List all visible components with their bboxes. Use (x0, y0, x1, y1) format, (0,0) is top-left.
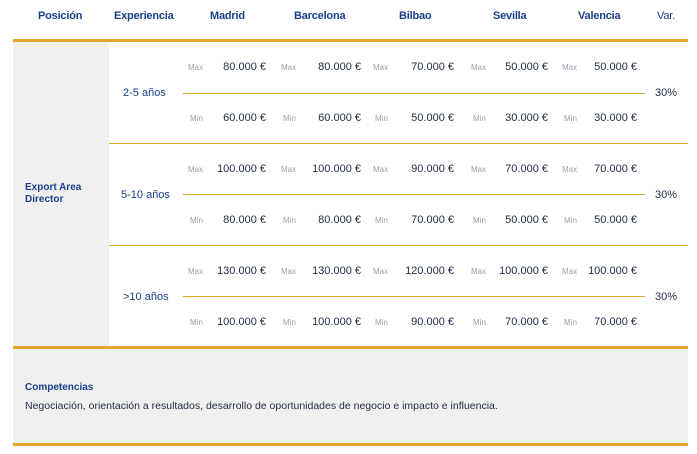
max-valencia: 50.000 € (594, 61, 637, 73)
max-tag: Max (471, 63, 487, 72)
min-sevilla: 30.000 € (505, 112, 548, 124)
max-bilbao: 120.000 € (405, 265, 454, 277)
max-madrid: 80.000 € (223, 61, 266, 73)
min-tag: Min (564, 216, 577, 225)
max-tag: Max (281, 165, 297, 174)
min-bilbao: 90.000 € (411, 316, 454, 328)
max-sevilla: 70.000 € (505, 163, 548, 175)
header-divider (13, 39, 688, 42)
min-tag: Min (375, 216, 388, 225)
min-sevilla: 70.000 € (505, 316, 548, 328)
min-madrid: 80.000 € (223, 214, 266, 226)
max-madrid: 100.000 € (217, 163, 266, 175)
min-tag: Min (190, 216, 203, 225)
header-var: Var. (657, 10, 675, 22)
min-tag: Min (375, 318, 388, 327)
header-city-bilbao: Bilbao (399, 10, 432, 22)
max-valencia: 100.000 € (588, 265, 637, 277)
min-valencia: 50.000 € (594, 214, 637, 226)
max-tag: Max (281, 267, 297, 276)
max-tag: Max (471, 267, 487, 276)
min-barcelona: 100.000 € (312, 316, 361, 328)
header-city-valencia: Valencia (578, 10, 621, 22)
min-tag: Min (283, 216, 296, 225)
min-tag: Min (473, 216, 486, 225)
min-madrid: 100.000 € (217, 316, 266, 328)
max-madrid: 130.000 € (217, 265, 266, 277)
min-tag: Min (473, 318, 486, 327)
competencias-text: Negociación, orientación a resultados, desarrollo de oportunidades de negocio e impacto e influencia. (25, 400, 498, 412)
min-bilbao: 70.000 € (411, 214, 454, 226)
header-experiencia: Experiencia (114, 10, 174, 22)
max-barcelona: 130.000 € (312, 265, 361, 277)
variation-value: 30% (655, 189, 678, 201)
max-tag: Max (471, 165, 487, 174)
min-tag: Min (375, 114, 388, 123)
header-city-madrid: Madrid (210, 10, 245, 22)
competencias-title: Competencias (25, 382, 94, 393)
min-sevilla: 50.000 € (505, 214, 548, 226)
variation-value: 30% (655, 87, 678, 99)
min-valencia: 30.000 € (594, 112, 637, 124)
band-midline (183, 93, 645, 94)
max-sevilla: 50.000 € (505, 61, 548, 73)
experience-label: >10 años (123, 291, 169, 303)
max-tag: Max (562, 267, 578, 276)
position-cell (13, 42, 109, 346)
band-midline (183, 296, 645, 297)
max-bilbao: 70.000 € (411, 61, 454, 73)
min-barcelona: 80.000 € (318, 214, 361, 226)
band-separator (109, 245, 688, 246)
max-tag: Max (373, 267, 389, 276)
max-barcelona: 100.000 € (312, 163, 361, 175)
max-barcelona: 80.000 € (318, 61, 361, 73)
experience-label: 2-5 años (123, 87, 166, 99)
max-tag: Max (373, 165, 389, 174)
min-tag: Min (190, 318, 203, 327)
max-tag: Max (373, 63, 389, 72)
max-tag: Max (281, 63, 297, 72)
max-tag: Max (188, 267, 204, 276)
min-bilbao: 50.000 € (411, 112, 454, 124)
experience-label: 5-10 años (121, 189, 170, 201)
band-midline (183, 194, 645, 195)
max-tag: Max (562, 63, 578, 72)
min-tag: Min (283, 318, 296, 327)
max-tag: Max (188, 165, 204, 174)
max-sevilla: 100.000 € (499, 265, 548, 277)
max-tag: Max (562, 165, 578, 174)
min-tag: Min (473, 114, 486, 123)
variation-value: 30% (655, 291, 678, 303)
min-tag: Min (283, 114, 296, 123)
header-posicion: Posición (38, 10, 83, 22)
min-barcelona: 60.000 € (318, 112, 361, 124)
min-valencia: 70.000 € (594, 316, 637, 328)
band-separator (109, 143, 688, 144)
max-bilbao: 90.000 € (411, 163, 454, 175)
table-header (0, 0, 697, 38)
header-city-barcelona: Barcelona (294, 10, 346, 22)
min-tag: Min (564, 114, 577, 123)
competencias-panel (13, 349, 688, 443)
min-tag: Min (190, 114, 203, 123)
max-valencia: 70.000 € (594, 163, 637, 175)
min-tag: Min (564, 318, 577, 327)
min-madrid: 60.000 € (223, 112, 266, 124)
header-city-sevilla: Sevilla (493, 10, 527, 22)
position-title: Export Area Director (25, 182, 82, 205)
max-tag: Max (188, 63, 204, 72)
footer-divider (13, 443, 688, 446)
